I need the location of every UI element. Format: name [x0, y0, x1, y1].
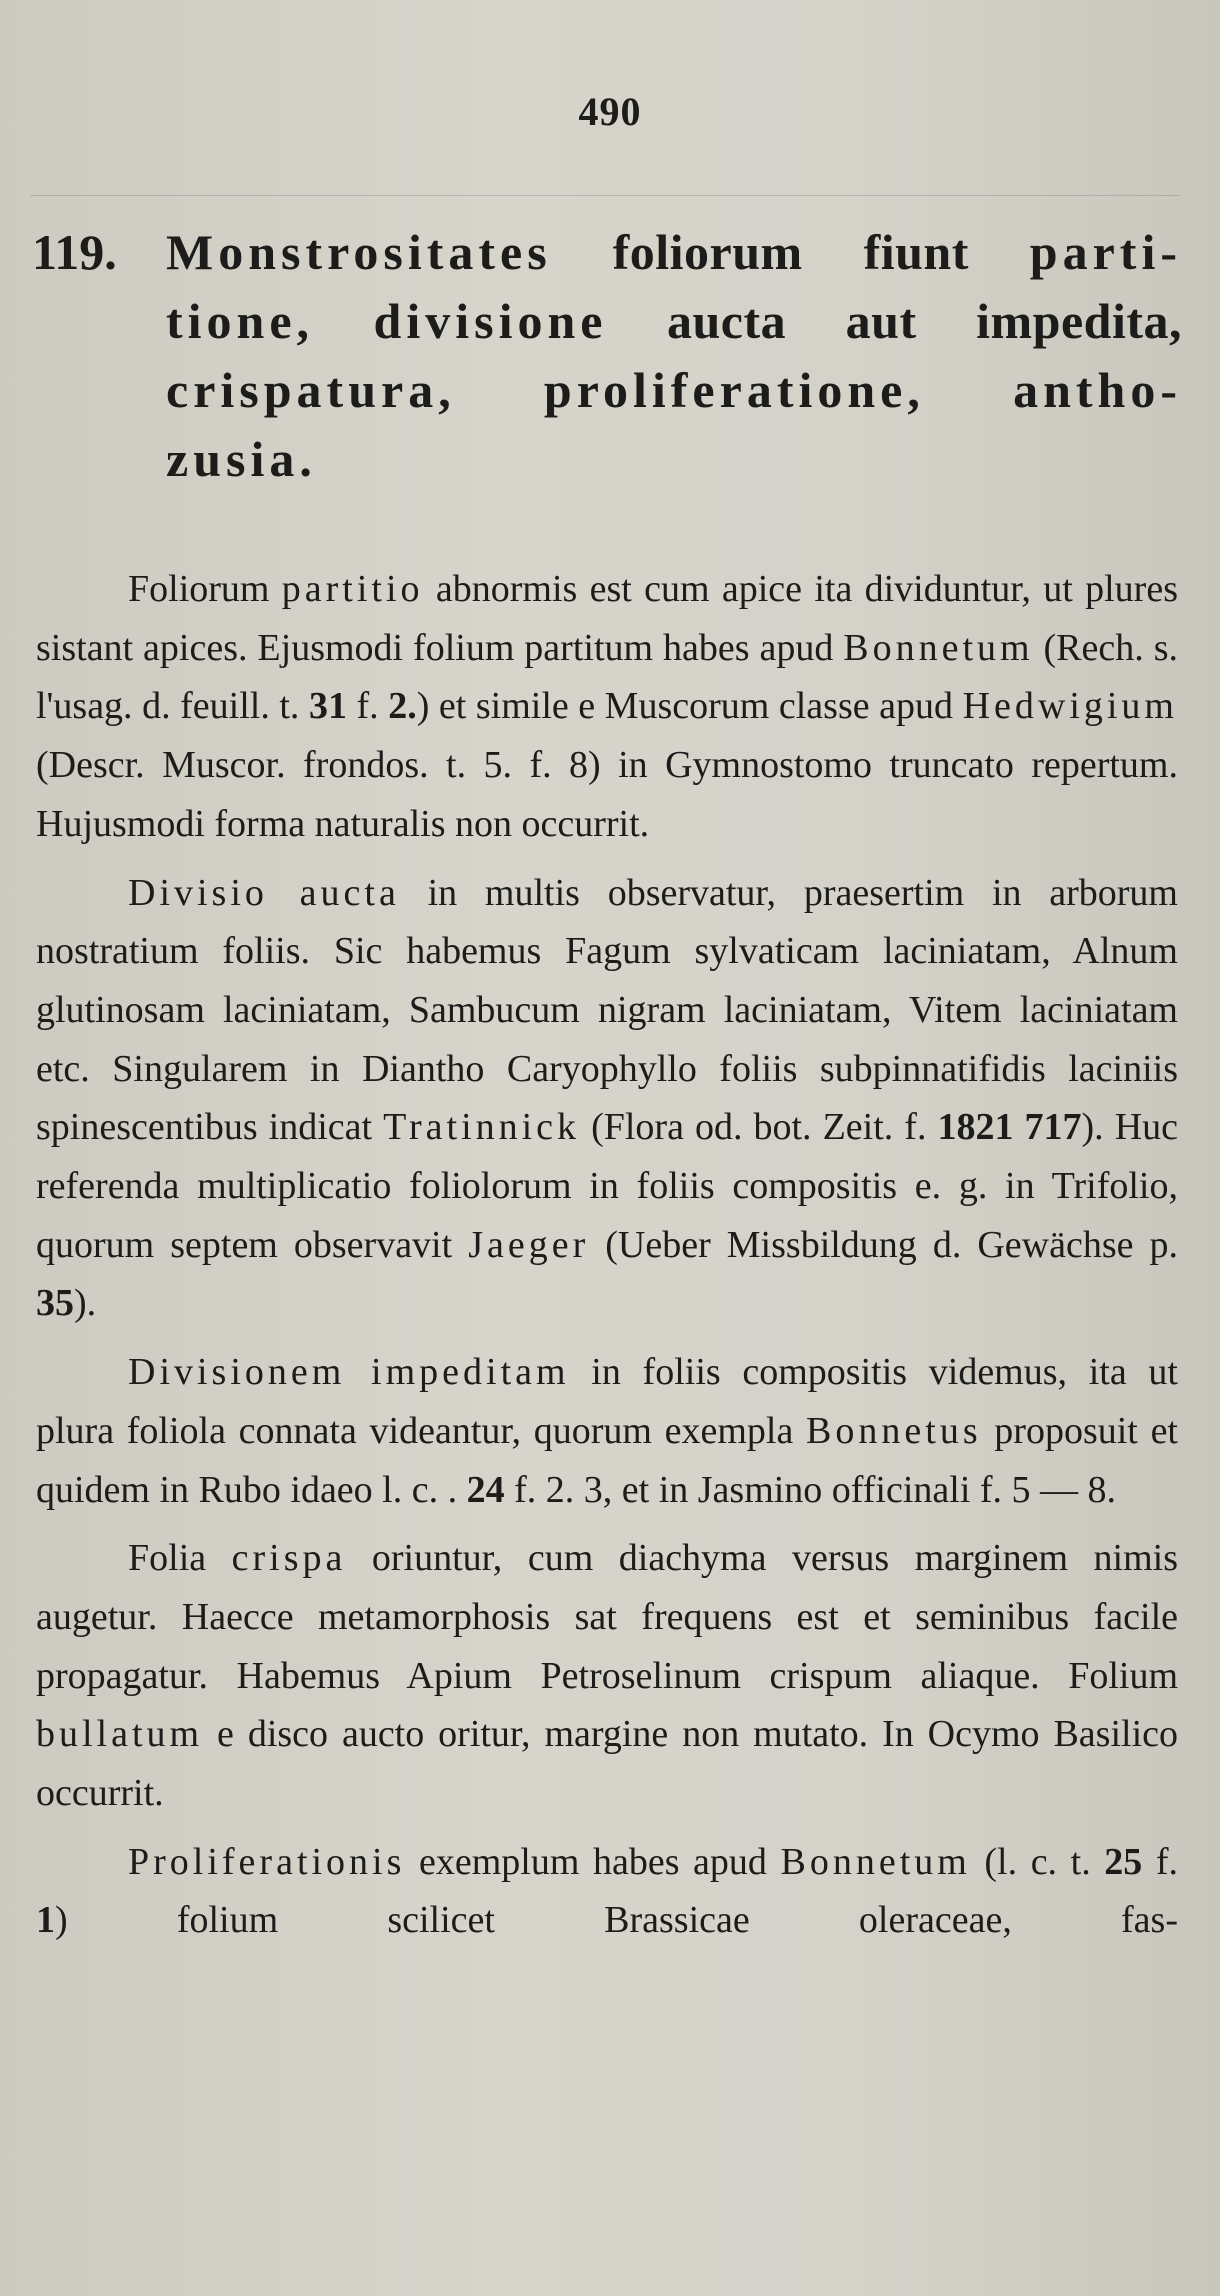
heading-term: zusia.	[166, 431, 317, 487]
spaced-term: Proliferationis	[128, 1840, 406, 1883]
section-title	[166, 218, 1182, 494]
text-run: ). Huc referenda multiplicatio foliolorum in foliis compositis e. g. in Trifolio, quorum septem observavit	[36, 1106, 1179, 1266]
header-rule	[30, 195, 1180, 196]
text-run: e disco aucto oritur, margine non mutato. In Ocymo Basilico occurrit.	[36, 1713, 1178, 1815]
text-run: f. 2. 3, et in Jasmino officinali f. 5 — 8.	[504, 1468, 1117, 1511]
section-heading	[32, 218, 1182, 494]
heading-term: crispatura,	[166, 362, 456, 418]
spaced-term: bullatum	[36, 1713, 204, 1756]
body-text	[36, 560, 1178, 1960]
spaced-name: Hedwigium	[962, 685, 1178, 728]
bold-number: 25	[1104, 1840, 1143, 1883]
heading-space	[925, 362, 1013, 418]
bold-number: 2.	[388, 685, 417, 728]
spaced-name: Bonnetum	[843, 626, 1034, 669]
bold-number: 24	[466, 1468, 505, 1511]
page-number: 490	[578, 89, 642, 134]
text-run: (Ueber Missbildung d. Gewächse p.	[589, 1223, 1178, 1266]
text-run: Folia	[128, 1537, 232, 1580]
paragraph-partitio	[36, 560, 1178, 854]
text-run: in multis observatur, praesertim in arborum nostratium foliis. Sic habemus Fagum sylvaticam laciniatam, Alnum glutinosam laciniatam, Sambucum nigram laciniatam, Vitem laciniatam etc. Singularem in Diantho Caryophyllo foliis subpinnatifidis laciniis spinescentibus indicat	[36, 871, 1178, 1149]
text-run: (l. c. t.	[970, 1840, 1105, 1883]
paragraph-divisio-aucta	[36, 864, 1178, 1334]
text-run: in foliis compositis videmus, ita ut plura foliola connata videantur, quorum exempla	[36, 1351, 1178, 1452]
paragraph-crispa	[36, 1529, 1178, 1823]
bold-number: 35	[36, 1282, 74, 1325]
heading-text: aucta aut impedita,	[607, 293, 1182, 349]
section-number: 119.	[32, 224, 117, 280]
text-run: (Rech. s. l'usag. d. feuill. t.	[36, 626, 1178, 728]
text-run: oriuntur, cum diachyma versus marginem nimis augetur. Haecce metamorphosis sat frequens est et seminibus facile propagatur. Habemus Apium Petroselinum crispum aliaque. Folium	[36, 1537, 1178, 1697]
paragraph-divisio-impedita	[36, 1343, 1178, 1519]
spaced-name: Bonnetus	[806, 1409, 982, 1452]
text-run: ).	[74, 1282, 97, 1325]
spaced-term: Divisionem impeditam	[128, 1351, 570, 1394]
text-run: Foliorum	[128, 568, 282, 610]
bold-number: 1	[36, 1899, 55, 1942]
text-run: f.	[1142, 1840, 1178, 1883]
heading-term: proliferatione,	[543, 362, 925, 418]
text-run: ) folium scilicet Brassicae oleraceae, fas-	[55, 1899, 1178, 1942]
text-run: (Descr. Muscor. frondos. t. 5. f. 8) in Gymnostomo truncato repertum. Hujusmodi forma naturalis non occurrit.	[36, 744, 1178, 845]
heading-term: Monstrositates	[166, 224, 552, 280]
spaced-name: Bonnetum	[780, 1840, 971, 1883]
spaced-name: Jaeger	[468, 1223, 590, 1266]
heading-term: parti-	[1029, 224, 1182, 280]
spaced-term: crispa	[231, 1537, 347, 1580]
heading-term: divisione	[373, 293, 608, 349]
spaced-term: partitio	[281, 568, 424, 610]
text-run: exemplum habes apud	[405, 1840, 781, 1883]
bold-number: 1821 717	[937, 1106, 1082, 1149]
heading-term: antho-	[1013, 362, 1182, 418]
heading-space	[314, 293, 374, 349]
heading-space	[456, 362, 544, 418]
spaced-name: Tratinnick	[383, 1106, 581, 1149]
spaced-term: Divisio aucta	[128, 871, 400, 914]
text-run: ) et simile e Muscorum classe apud	[416, 685, 963, 728]
bold-number: 31	[308, 685, 347, 728]
text-run: abnormis est cum apice ita dividuntur, ut plures sistant apices. Ejusmodi folium partitum habes apud	[36, 568, 1178, 669]
text-run: (Flora od. bot. Zeit. f.	[580, 1106, 938, 1149]
text-run: proposuit et quidem in Rubo idaeo l. c. .	[36, 1409, 1178, 1511]
heading-term: tione,	[166, 293, 315, 349]
text-run: f.	[346, 685, 389, 728]
heading-text: foliorum fiunt	[551, 224, 1030, 280]
paragraph-proliferatio	[36, 1833, 1178, 1950]
